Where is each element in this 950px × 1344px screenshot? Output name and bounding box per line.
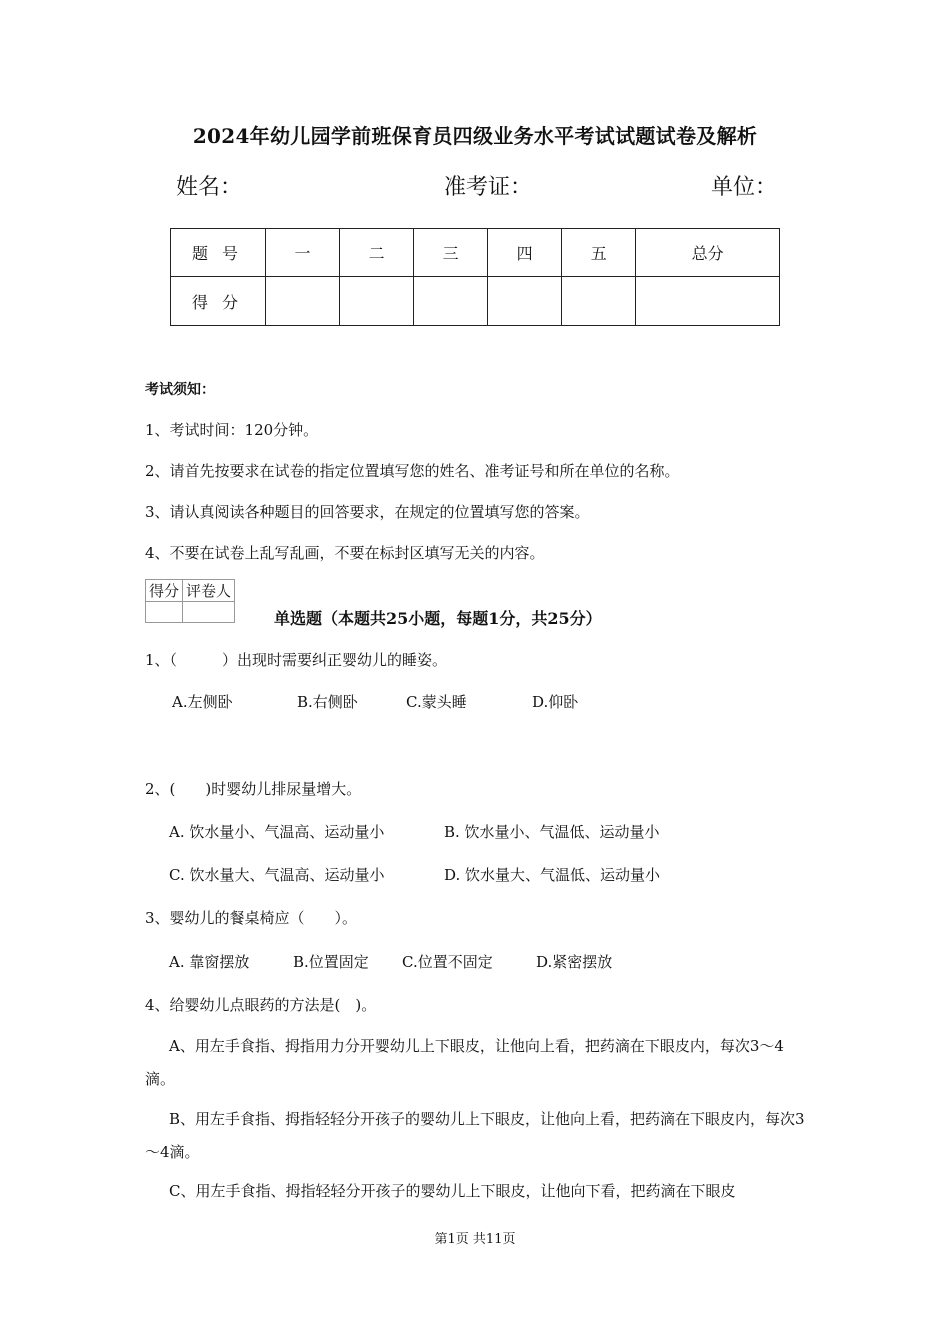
score-cell-2[interactable]: [340, 277, 414, 326]
score-cell-total[interactable]: [636, 277, 780, 326]
score-table-col-total: 总分: [636, 229, 780, 277]
notice-item-2: 2、请首先按要求在试卷的指定位置填写您的姓名、准考证号和所在单位的名称。: [145, 462, 680, 480]
notice-heading: 考试须知：: [145, 382, 215, 398]
grader-score-cell[interactable]: [146, 602, 183, 623]
question-4-stem: 4、给婴幼儿点眼药的方法是( )。: [145, 996, 377, 1014]
question-1-option-d[interactable]: D.仰卧: [532, 693, 579, 711]
grader-box: [145, 579, 235, 623]
grader-score-label: 得分: [146, 580, 183, 602]
score-table-header-label: 题号: [171, 229, 266, 277]
exam-number-field-label: 准考证：: [444, 175, 533, 200]
question-1-option-b[interactable]: B.右侧卧: [297, 693, 358, 711]
question-3-stem: 3、婴幼儿的餐桌椅应（ ）。: [145, 909, 358, 927]
notice-item-4: 4、不要在试卷上乱写乱画，不要在标封区填写无关的内容。: [145, 544, 545, 562]
section-title: 单选题（本题共25小题，每题1分，共25分）: [274, 609, 602, 628]
score-cell-1[interactable]: [266, 277, 340, 326]
score-cell-3[interactable]: [414, 277, 488, 326]
question-1-option-c[interactable]: C.蒙头睡: [406, 693, 467, 711]
question-3-option-c[interactable]: C.位置不固定: [402, 953, 493, 971]
question-3-option-b[interactable]: B.位置固定: [293, 953, 369, 971]
score-table-col-2: 二: [340, 229, 414, 277]
score-table-col-5: 五: [562, 229, 636, 277]
question-2-option-d[interactable]: D. 饮水量大、气温低、运动量小: [444, 866, 661, 884]
score-table-col-1: 一: [266, 229, 340, 277]
score-table-score-label: 得分: [171, 277, 266, 326]
page-footer: 第1页 共11页: [434, 1232, 516, 1247]
score-cell-5[interactable]: [562, 277, 636, 326]
score-table-col-3: 三: [414, 229, 488, 277]
score-cell-4[interactable]: [488, 277, 562, 326]
score-table: [170, 228, 780, 326]
score-table-header-row: [171, 229, 780, 277]
grader-reviewer-cell[interactable]: [183, 602, 235, 623]
score-table-score-row: [171, 277, 780, 326]
name-field-label: 姓名：: [176, 175, 243, 200]
question-1-option-a[interactable]: A.左侧卧: [172, 693, 233, 711]
notice-item-3: 3、请认真阅读各种题目的回答要求，在规定的位置填写您的答案。: [145, 503, 590, 521]
question-3-option-d[interactable]: D.紧密摆放: [536, 953, 613, 971]
unit-field-label: 单位：: [711, 175, 778, 200]
score-table-col-4: 四: [488, 229, 562, 277]
question-2-stem: 2、( )时婴幼儿排尿量增大。: [145, 780, 362, 798]
grader-reviewer-label: 评卷人: [183, 580, 235, 602]
question-2-option-b[interactable]: B. 饮水量小、气温低、运动量小: [444, 823, 660, 841]
question-3-option-a[interactable]: A. 靠窗摆放: [169, 953, 250, 971]
question-4-option-b[interactable]: B、用左手食指、拇指轻轻分开孩子的婴幼儿上下眼皮，让他向上看，把药滴在下眼皮内，每次3～4滴。: [145, 1110, 805, 1161]
question-2-option-a[interactable]: A. 饮水量小、气温高、运动量小: [169, 823, 385, 841]
page-title: 2024年幼儿园学前班保育员四级业务水平考试试题试卷及解析: [192, 124, 758, 148]
question-4-option-a[interactable]: A、用左手食指、拇指用力分开婴幼儿上下眼皮，让他向上看，把药滴在下眼皮内，每次3～4滴。: [145, 1037, 784, 1088]
notice-item-1: 1、考试时间：120分钟。: [145, 421, 319, 439]
question-4-option-c[interactable]: C、用左手食指、拇指轻轻分开孩子的婴幼儿上下眼皮，让他向下看，把药滴在下眼皮: [169, 1182, 736, 1200]
question-1-stem: 1、（ ）出现时需要纠正婴幼儿的睡姿。: [145, 651, 448, 669]
question-2-option-c[interactable]: C. 饮水量大、气温高、运动量小: [169, 866, 385, 884]
